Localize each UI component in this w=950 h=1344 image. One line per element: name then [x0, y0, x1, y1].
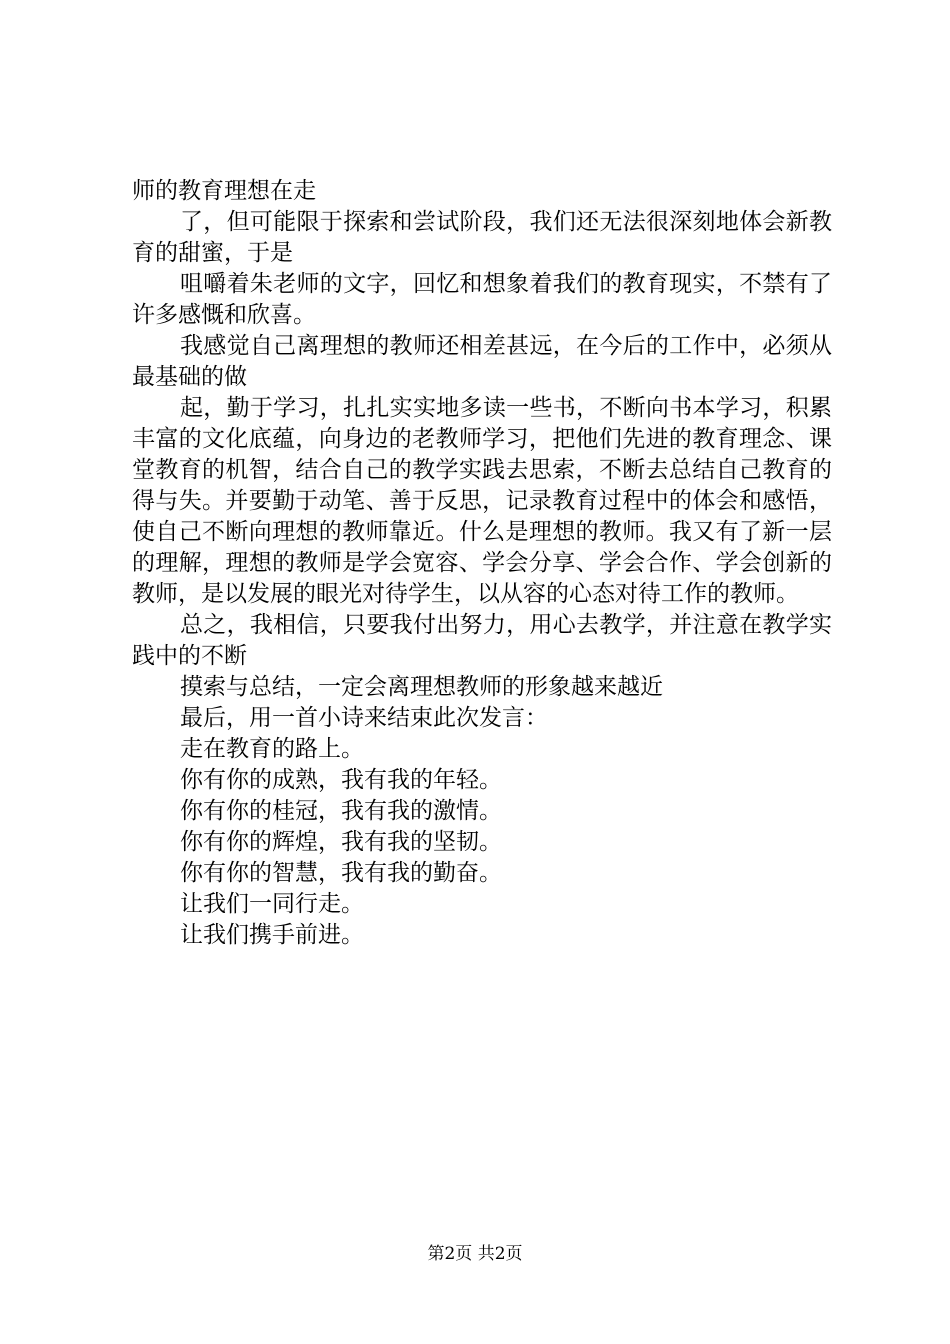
paragraph: 总之，我相信，只要我付出努力，用心去教学，并注意在教学实践中的不断 — [132, 612, 832, 669]
poem-line: 走在教育的路上。 — [180, 736, 364, 762]
paragraph: 咀嚼着朱老师的文字，回忆和想象着我们的教育现实，不禁有了许多感慨和欣喜。 — [132, 271, 832, 328]
document-body — [132, 176, 832, 951]
poem-line: 你有你的辉煌，我有我的坚韧。 — [180, 829, 502, 855]
poem-line: 你有你的桂冠，我有我的激情。 — [180, 798, 502, 824]
paragraph: 起，勤于学习，扎扎实实地多读一些书，不断向书本学习，积累丰富的文化底蕴，向身边的老教师学习，把他们先进的教育理念、课堂教育的机智，结合自己的教学实践去思索，不断去总结自己教育的得与失。并要勤于动笔、善于反思，记录教育过程中的体会和感悟，使自己不断向理想的教师靠近。什么是理想的教师。我又有了新一层的理解，理想的教师是学会宽容、学会分享、学会合作、学会创新的教师，是以发展的眼光对待学生，以从容的心态对待工作的教师。 — [132, 395, 832, 607]
paragraph: 我感觉自己离理想的教师还相差甚远，在今后的工作中，必须从最基础的做 — [132, 333, 832, 390]
paragraph: 最后，用一首小诗来结束此次发言： — [180, 705, 548, 731]
paragraph: 了，但可能限于探索和尝试阶段，我们还无法很深刻地体会新教育的甜蜜，于是 — [132, 209, 832, 266]
paragraph: 摸索与总结，一定会离理想教师的形象越来越近 — [180, 674, 663, 700]
poem-line: 你有你的成熟，我有我的年轻。 — [180, 767, 502, 793]
page-footer: 第2页 共2页 — [427, 1244, 523, 1264]
poem-line: 让我们携手前进。 — [180, 922, 364, 948]
poem-line: 你有你的智慧，我有我的勤奋。 — [180, 860, 502, 886]
poem-line: 让我们一同行走。 — [180, 891, 364, 917]
paragraph: 师的教育理想在走 — [132, 178, 316, 204]
